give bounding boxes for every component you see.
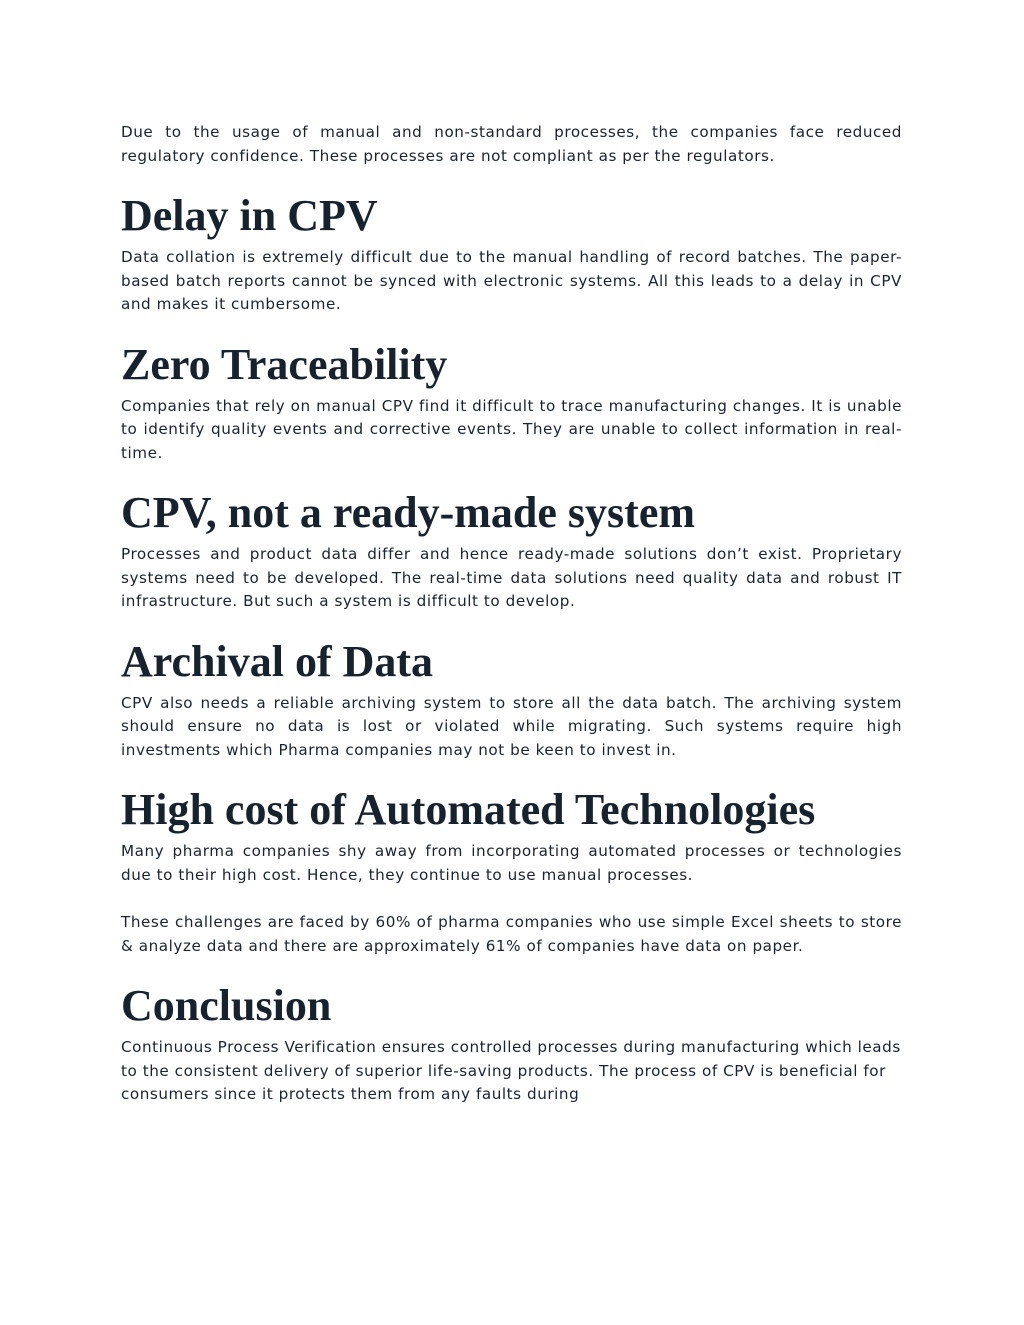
heading-high-cost: High cost of Automated Technologies <box>121 785 816 834</box>
paragraph-high-cost-2: These challenges are faced by 60% of pharma companies who use simple Excel sheets to store & analyze data and there are approximately 61% of companies have data on paper. <box>121 913 902 955</box>
paragraph-delay-in-cpv: Data collation is extremely difficult due to the manual handling of record batches. The paper-based batch reports cannot be synced with electronic systems. All this leads to a delay in CPV and makes it cumbersome. <box>121 248 902 313</box>
paragraph-conclusion: Continuous Process Verification ensures controlled processes during manufacturing which leads to the consistent delivery of superior life-saving products. The process of CPV is beneficial for consumers since it protects them from any faults during <box>121 1038 901 1103</box>
paragraph-high-cost-1: Many pharma companies shy away from incorporating automated processes or technologies due to their high cost. Hence, they continue to use manual processes. <box>121 842 902 884</box>
document-body <box>121 121 902 1107</box>
heading-delay-in-cpv: Delay in CPV <box>121 191 378 240</box>
paragraph-archival-of-data: CPV also needs a reliable archiving system to store all the data batch. The archiving system should ensure no data is lost or violated while migrating. Such systems require high investments which Pharma companies may not be keen to invest in. <box>121 693 902 759</box>
heading-zero-traceability: Zero Traceability <box>121 339 448 389</box>
heading-archival-of-data: Archival of Data <box>121 636 434 686</box>
intro-paragraph: Due to the usage of manual and non-standard processes, the companies face reduced regulatory confidence. These processes are not compliant as per the regulators. <box>121 123 902 165</box>
paragraph-zero-traceability: Companies that rely on manual CPV find it difficult to trace manufacturing changes. It is unable to identify quality events and corrective events. They are unable to collect information in real-time. <box>121 396 902 462</box>
heading-cpv-not-ready-made: CPV, not a ready-made system <box>121 488 695 537</box>
heading-conclusion: Conclusion <box>121 981 332 1030</box>
paragraph-cpv-not-ready-made: Processes and product data differ and hence ready-made solutions don’t exist. Proprietary systems need to be developed. The real-time data solutions need quality data and robust IT infrastructure. But such a system is difficult to develop. <box>121 545 902 610</box>
